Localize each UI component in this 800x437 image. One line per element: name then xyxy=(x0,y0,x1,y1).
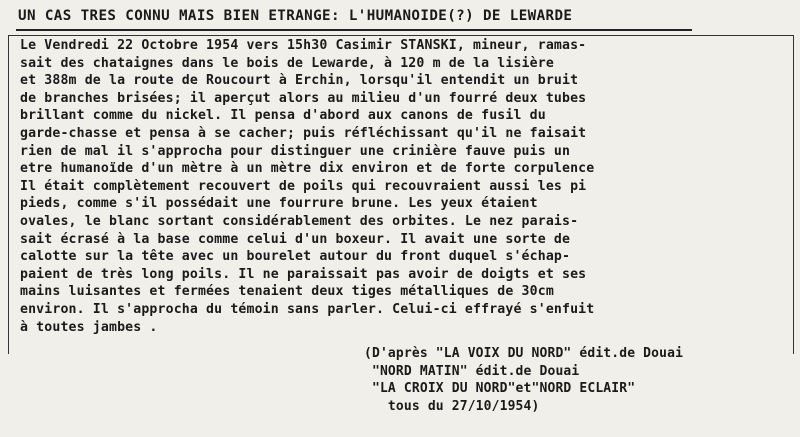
article-line: à toutes jambes . xyxy=(20,319,158,335)
headline-underline xyxy=(16,29,692,31)
article-line: Le Vendredi 22 Octobre 1954 vers 15h30 Casimir STANSKI, mineur, ramas- xyxy=(20,38,587,53)
article-line: mains luisantes et fermées tenaient deux tiges métalliques de 30cm xyxy=(20,284,554,300)
article-line: ovales, le blanc sortant considérablement des orbites. Le nez parais- xyxy=(20,213,579,229)
source-line: (D'après "LA VOIX DU NORD" édit.de Douai xyxy=(364,346,684,361)
article-line: calotte sur la tête avec un bourelet autour du front duquel s'échap- xyxy=(20,249,571,265)
article-line: et 388m de la route de Roucourt à Erchin, lorsqu'il entendit un bruit xyxy=(20,73,579,89)
article-line: sait écrasé à la base comme celui d'un boxeur. Il avait une sorte de xyxy=(20,231,571,247)
source-line: "NORD MATIN" édit.de Douai xyxy=(364,363,580,379)
source-line: "LA CROIX DU NORD"et"NORD ECLAIR" xyxy=(364,381,636,396)
article-line: rien de mal il s'approcha pour distinguer une crinière fauve puis un xyxy=(20,143,571,159)
article-line: de branches brisées; il aperçut alors au milieu d'un fourré deux tubes xyxy=(20,90,587,106)
article-line: environ. Il s'approcha du témoin sans parler. Celui-ci effrayé s'enfuit xyxy=(20,301,595,317)
article-line: pieds, comme s'il possédait une fourrure brune. Les yeux étaient xyxy=(20,196,538,212)
article-line: brillant comme du nickel. Il pensa d'abord aux canons de fusil du xyxy=(20,108,546,124)
article-line: garde-chasse et pensa à se cacher; puis réfléchissant qu'il ne faisait xyxy=(20,125,587,141)
article-line: Il était complètement recouvert de poils qui recouvraient aussi les pi xyxy=(20,178,587,194)
article-line: paient de très long poils. Il ne paraissait pas avoir de doigts et ses xyxy=(20,266,587,282)
source-citation xyxy=(364,345,794,415)
article-body xyxy=(20,37,795,336)
article-line: etre humanoïde d'un mètre à un mètre dix environ et de forte corpulence xyxy=(20,161,595,177)
article-line: sait des chataignes dans le bois de Lewarde, à 120 m de la lisière xyxy=(20,55,554,71)
source-line: tous du 27/10/1954) xyxy=(364,398,540,414)
article-headline: UN CAS TRES CONNU MAIS BIEN ETRANGE: L'HUMANOIDE(?) DE LEWARDE xyxy=(18,8,573,24)
